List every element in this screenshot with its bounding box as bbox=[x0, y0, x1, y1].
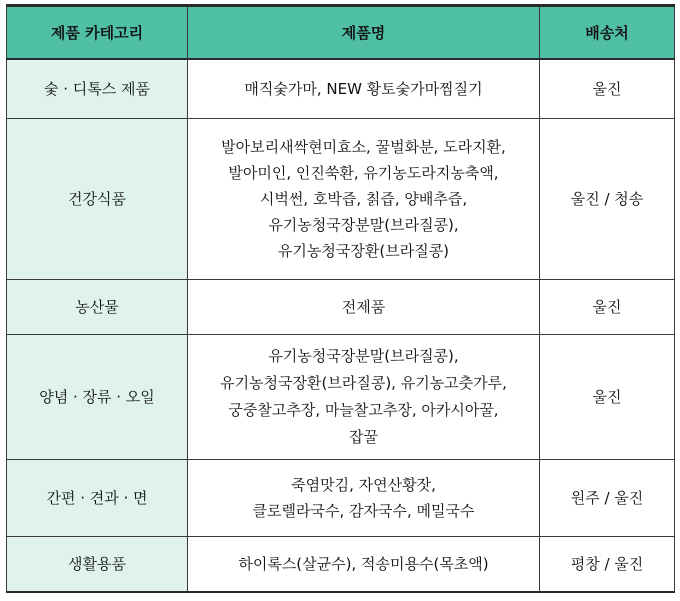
row-category: 숯 · 디톡스 제품 bbox=[7, 59, 188, 118]
table-row bbox=[7, 536, 675, 592]
row-shipping: 평창 / 울진 bbox=[540, 536, 675, 592]
header-product: 제품명 bbox=[188, 6, 540, 60]
product-line: 발아보리새싹현미효소, 꿀벌화분, 도라지환, bbox=[221, 137, 506, 156]
table-header-row bbox=[7, 6, 675, 60]
table-row bbox=[7, 59, 675, 118]
row-products bbox=[188, 118, 540, 279]
row-shipping: 울진 bbox=[540, 59, 675, 118]
row-shipping: 울진 / 청송 bbox=[540, 118, 675, 279]
row-category: 양념 · 장류 · 오일 bbox=[7, 334, 188, 459]
table-row bbox=[7, 118, 675, 279]
product-line: 발아미인, 인진쑥환, 유기농도라지농축액, bbox=[228, 163, 499, 182]
row-products bbox=[188, 334, 540, 459]
row-products bbox=[188, 59, 540, 118]
row-category: 건강식품 bbox=[7, 118, 188, 279]
product-line: 유기농청국장환(브라질콩) bbox=[277, 241, 450, 260]
shipping-table-container bbox=[6, 4, 674, 593]
product-line: 잡꿀 bbox=[349, 427, 378, 446]
product-line: 유기농청국장환(브라질콩), 유기농고춧가루, bbox=[220, 373, 507, 392]
product-line: 하이록스(살균수), 적송미용수(목초액) bbox=[238, 554, 489, 573]
header-shipping: 배송처 bbox=[540, 6, 675, 60]
product-line: 시벅썬, 호박즙, 칡즙, 양배추즙, bbox=[259, 189, 468, 208]
product-line: 클로렐라국수, 감자국수, 메밀국수 bbox=[252, 501, 475, 520]
row-products bbox=[188, 536, 540, 592]
shipping-table bbox=[6, 4, 675, 593]
row-shipping: 울진 bbox=[540, 334, 675, 459]
row-category: 생활용품 bbox=[7, 536, 188, 592]
row-products bbox=[188, 459, 540, 536]
row-products bbox=[188, 279, 540, 334]
row-category: 농산물 bbox=[7, 279, 188, 334]
product-line: 유기농청국장분말(브라질콩), bbox=[268, 215, 459, 234]
product-line: 전제품 bbox=[341, 297, 386, 316]
product-line: 유기농청국장분말(브라질콩), bbox=[268, 346, 459, 365]
row-shipping: 울진 bbox=[540, 279, 675, 334]
row-category: 간편 · 견과 · 면 bbox=[7, 459, 188, 536]
table-row bbox=[7, 459, 675, 536]
product-line: 궁중찰고추장, 마늘찰고추장, 아카시아꿀, bbox=[228, 400, 499, 419]
table-row bbox=[7, 334, 675, 459]
product-line: 죽염맛김, 자연산황잣, bbox=[291, 475, 436, 494]
product-line: 매직숯가마, NEW 황토숯가마찜질기 bbox=[244, 79, 483, 98]
table-row bbox=[7, 279, 675, 334]
row-shipping: 원주 / 울진 bbox=[540, 459, 675, 536]
header-category: 제품 카테고리 bbox=[7, 6, 188, 60]
